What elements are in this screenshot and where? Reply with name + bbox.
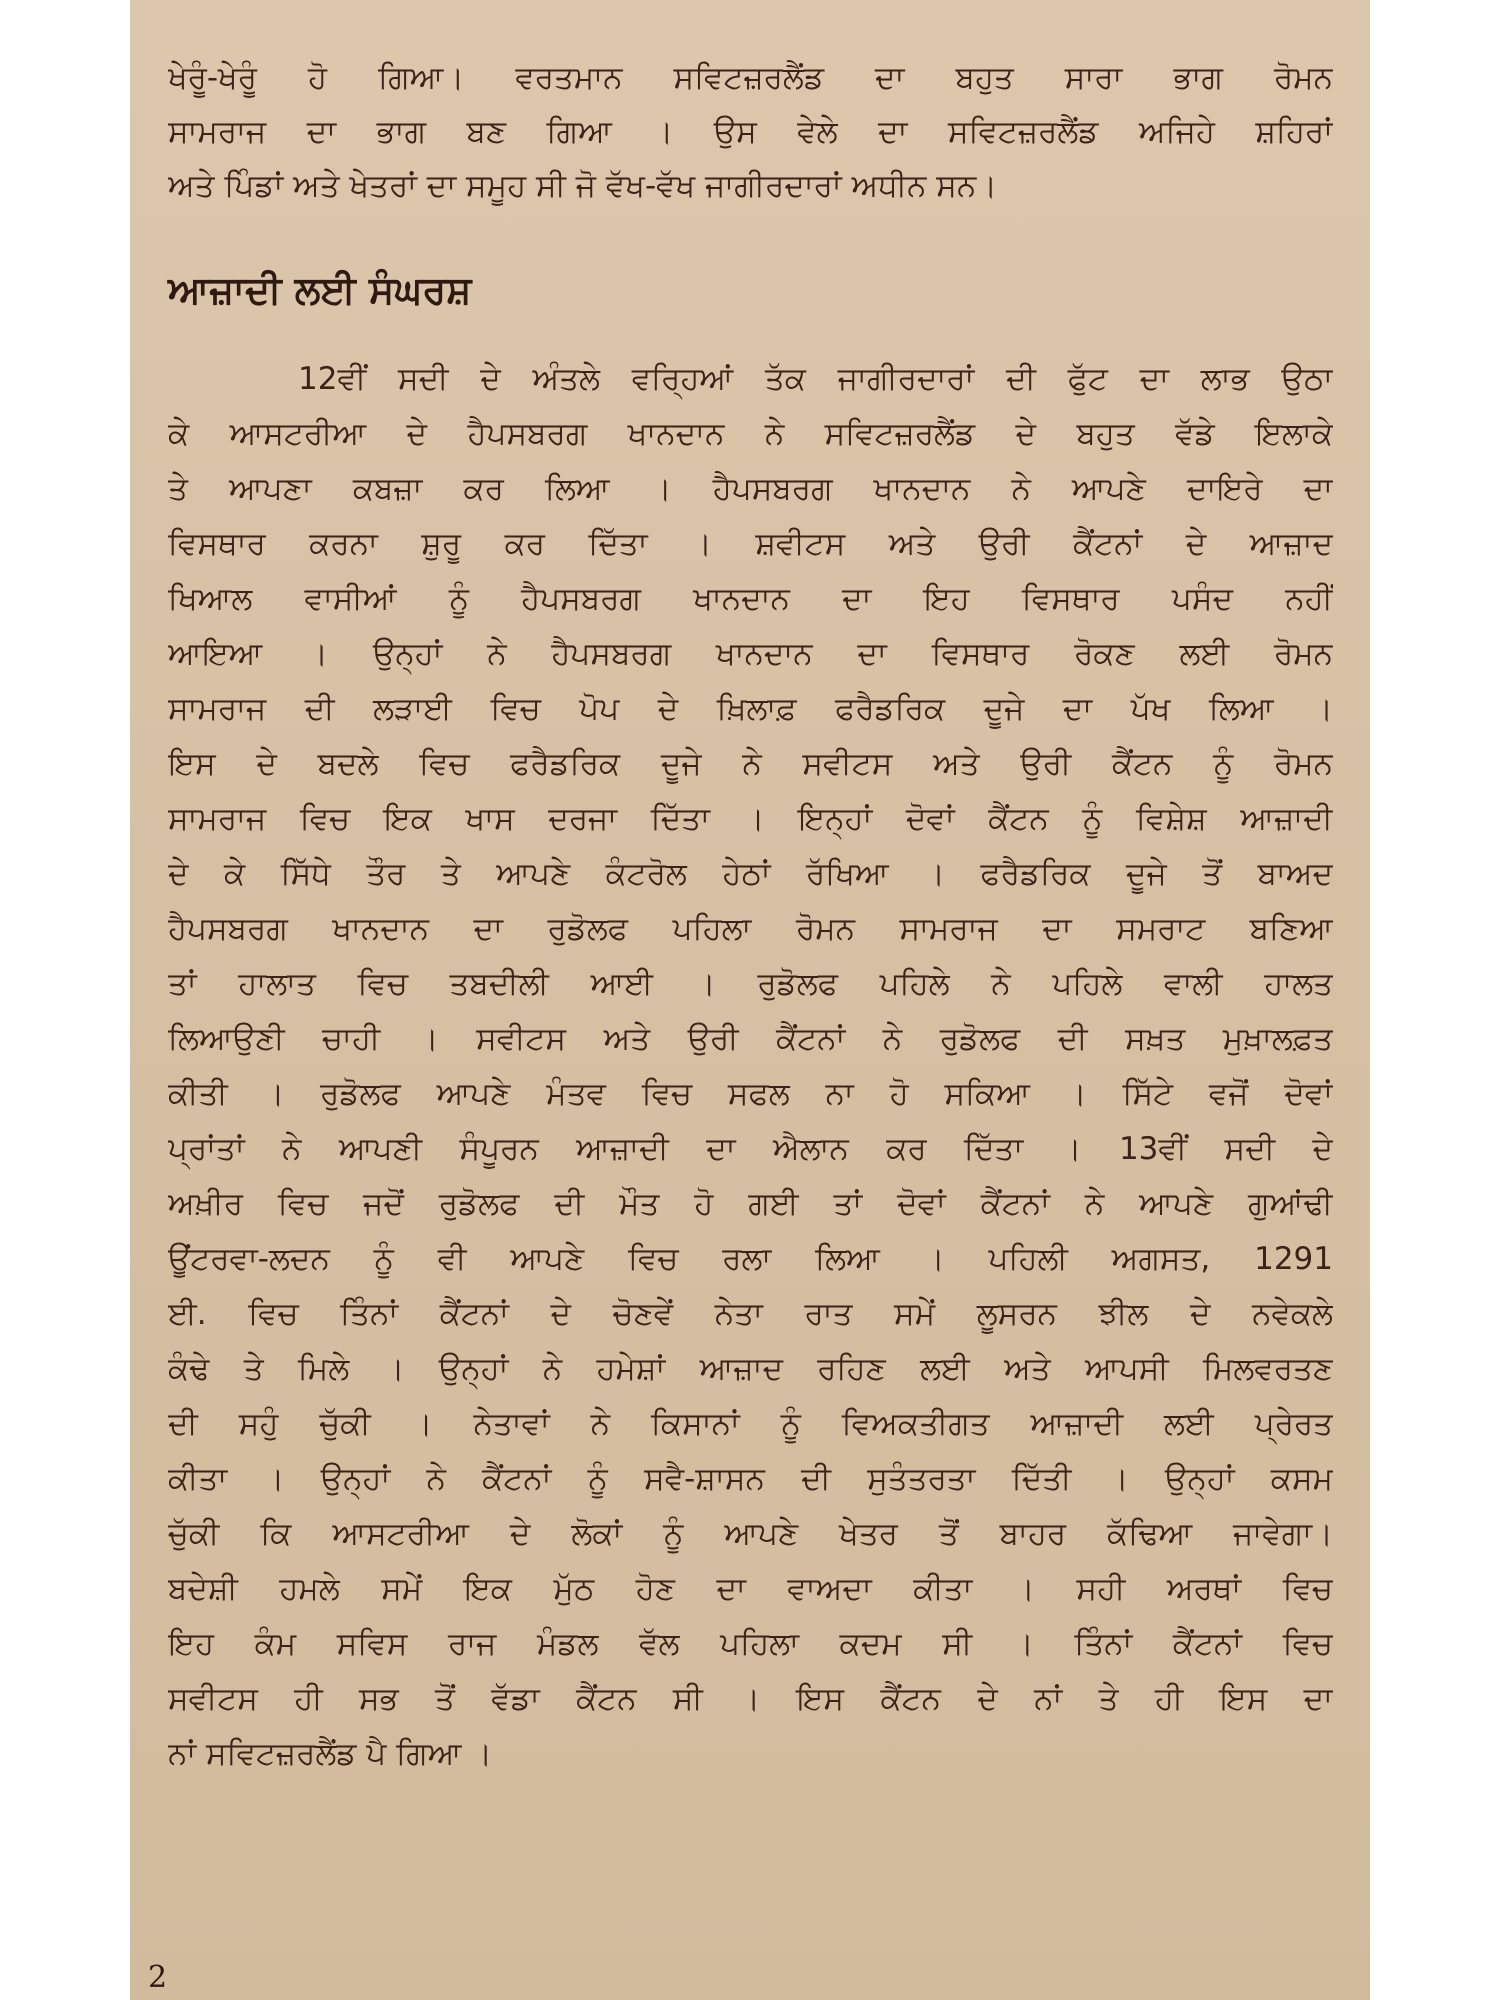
book-page	[130, 0, 1370, 2000]
section-heading: ਆਜ਼ਾਦੀ ਲਈ ਸੰਘਰਸ਼	[168, 268, 472, 312]
text-line: ਅਖ਼ੀਰ ਵਿਚ ਜਦੋਂ ਰੁਡੋਲਫ ਦੀ ਮੌਤ ਹੋ ਗਈ ਤਾਂ ਦੋਵਾਂ ਕੈਂਟਨਾਂ ਨੇ ਆਪਣੇ ਗੁਆਂਢੀ	[168, 1186, 1333, 1222]
text-line: ਖਿਆਲ ਵਾਸੀਆਂ ਨੂੰ ਹੈਪਸਬਰਗ ਖਾਨਦਾਨ ਦਾ ਇਹ ਵਿਸਥਾਰ ਪਸੰਦ ਨਹੀਂ	[168, 581, 1333, 617]
text-line: ਬਦੇਸ਼ੀ ਹਮਲੇ ਸਮੇਂ ਇਕ ਮੁੱਠ ਹੋਣ ਦਾ ਵਾਅਦਾ ਕੀਤਾ । ਸਹੀ ਅਰਥਾਂ ਵਿਚ	[168, 1571, 1333, 1607]
text-line: ਇਹ ਕੰਮ ਸਵਿਸ ਰਾਜ ਮੰਡਲ ਵੱਲ ਪਹਿਲਾ ਕਦਮ ਸੀ । ਤਿੰਨਾਂ ਕੈਂਟਨਾਂ ਵਿਚ	[168, 1626, 1333, 1662]
text-line: ਇਸ ਦੇ ਬਦਲੇ ਵਿਚ ਫਰੈਡਰਿਕ ਦੂਜੇ ਨੇ ਸਵੀਟਸ ਅਤੇ ਉਰੀ ਕੈਂਟਨ ਨੂੰ ਰੋਮਨ	[168, 746, 1333, 782]
text-line: ਸਾਮਰਾਜ ਦਾ ਭਾਗ ਬਣ ਗਿਆ । ਉਸ ਵੇਲੇ ਦਾ ਸਵਿਟਜ਼ਰਲੈਂਡ ਅਜਿਹੇ ਸ਼ਹਿਰਾਂ	[168, 114, 1333, 150]
text-line: ਤਾਂ ਹਾਲਾਤ ਵਿਚ ਤਬਦੀਲੀ ਆਈ । ਰੁਡੋਲਫ ਪਹਿਲੇ ਨੇ ਪਹਿਲੇ ਵਾਲੀ ਹਾਲਤ	[168, 966, 1333, 1002]
text-line: ਵਿਸਥਾਰ ਕਰਨਾ ਸ਼ੁਰੂ ਕਰ ਦਿੱਤਾ । ਸ਼ਵੀਟਸ ਅਤੇ ਉਰੀ ਕੈਂਟਨਾਂ ਦੇ ਆਜ਼ਾਦ	[168, 526, 1333, 562]
text-line: ਈ. ਵਿਚ ਤਿੰਨਾਂ ਕੈਂਟਨਾਂ ਦੇ ਚੋਣਵੇਂ ਨੇਤਾ ਰਾਤ ਸਮੇਂ ਲੂਸਰਨ ਝੀਲ ਦੇ ਨਵੇਕਲੇ	[168, 1296, 1333, 1332]
text-line: ਸਾਮਰਾਜ ਵਿਚ ਇਕ ਖਾਸ ਦਰਜਾ ਦਿੱਤਾ । ਇਨ੍ਹਾਂ ਦੋਵਾਂ ਕੈਂਟਨ ਨੂੰ ਵਿਸ਼ੇਸ਼ ਆਜ਼ਾਦੀ	[168, 801, 1333, 837]
text-line: ਤੇ ਆਪਣਾ ਕਬਜ਼ਾ ਕਰ ਲਿਆ । ਹੈਪਸਬਰਗ ਖਾਨਦਾਨ ਨੇ ਆਪਣੇ ਦਾਇਰੇ ਦਾ	[168, 471, 1333, 507]
text-line: ਕੰਢੇ ਤੇ ਮਿਲੇ । ਉਨ੍ਹਾਂ ਨੇ ਹਮੇਸ਼ਾਂ ਆਜ਼ਾਦ ਰਹਿਣ ਲਈ ਅਤੇ ਆਪਸੀ ਮਿਲਵਰਤਣ	[168, 1351, 1333, 1387]
text-line: ਦੇ ਕੇ ਸਿੱਧੇ ਤੌਰ ਤੇ ਆਪਣੇ ਕੰਟਰੋਲ ਹੇਠਾਂ ਰੱਖਿਆ । ਫਰੈਡਰਿਕ ਦੂਜੇ ਤੋਂ ਬਾਅਦ	[168, 856, 1333, 892]
text-line: ਅਤੇ ਪਿੰਡਾਂ ਅਤੇ ਖੇਤਰਾਂ ਦਾ ਸਮੂਹ ਸੀ ਜੋ ਵੱਖ-ਵੱਖ ਜਾਗੀਰਦਾਰਾਂ ਅਧੀਨ ਸਨ।	[168, 168, 998, 204]
text-line: ਆਇਆ । ਉਨ੍ਹਾਂ ਨੇ ਹੈਪਸਬਰਗ ਖਾਨਦਾਨ ਦਾ ਵਿਸਥਾਰ ਰੋਕਣ ਲਈ ਰੋਮਨ	[168, 636, 1333, 672]
text-line: ਪ੍ਰਾਂਤਾਂ ਨੇ ਆਪਣੀ ਸੰਪੂਰਨ ਆਜ਼ਾਦੀ ਦਾ ਐਲਾਨ ਕਰ ਦਿੱਤਾ । 13ਵੀਂ ਸਦੀ ਦੇ	[168, 1131, 1333, 1167]
text-line: ਸਵੀਟਸ ਹੀ ਸਭ ਤੋਂ ਵੱਡਾ ਕੈਂਟਨ ਸੀ । ਇਸ ਕੈਂਟਨ ਦੇ ਨਾਂ ਤੇ ਹੀ ਇਸ ਦਾ	[168, 1681, 1333, 1717]
text-line: ਊਂਟਰਵਾ-ਲਦਨ ਨੂੰ ਵੀ ਆਪਣੇ ਵਿਚ ਰਲਾ ਲਿਆ । ਪਹਿਲੀ ਅਗਸਤ, 1291	[168, 1241, 1333, 1277]
text-line: ਹੈਪਸਬਰਗ ਖਾਨਦਾਨ ਦਾ ਰੁਡੋਲਫ ਪਹਿਲਾ ਰੋਮਨ ਸਾਮਰਾਜ ਦਾ ਸਮਰਾਟ ਬਣਿਆ	[168, 911, 1333, 947]
text-line: 12ਵੀਂ ਸਦੀ ਦੇ ਅੰਤਲੇ ਵਰ੍ਹਿਆਂ ਤੱਕ ਜਾਗੀਰਦਾਰਾਂ ਦੀ ਫੁੱਟ ਦਾ ਲਾਭ ਉਠਾ	[298, 361, 1333, 397]
text-line: ਕੀਤੀ । ਰੁਡੋਲਫ ਆਪਣੇ ਮੰਤਵ ਵਿਚ ਸਫਲ ਨਾ ਹੋ ਸਕਿਆ । ਸਿੱਟੇ ਵਜੋਂ ਦੋਵਾਂ	[168, 1076, 1333, 1112]
text-line: ਖੇਰੂੰ-ਖੇਰੂੰ ਹੋ ਗਿਆ। ਵਰਤਮਾਨ ਸਵਿਟਜ਼ਰਲੈਂਡ ਦਾ ਬਹੁਤ ਸਾਰਾ ਭਾਗ ਰੋਮਨ	[168, 60, 1333, 96]
text-line: ਦੀ ਸਹੁੰ ਚੁੱਕੀ । ਨੇਤਾਵਾਂ ਨੇ ਕਿਸਾਨਾਂ ਨੂੰ ਵਿਅਕਤੀਗਤ ਆਜ਼ਾਦੀ ਲਈ ਪ੍ਰੇਰਤ	[168, 1406, 1333, 1442]
page-number: 2	[148, 1960, 168, 1995]
text-line: ਕੇ ਆਸਟਰੀਆ ਦੇ ਹੈਪਸਬਰਗ ਖਾਨਦਾਨ ਨੇ ਸਵਿਟਜ਼ਰਲੈਂਡ ਦੇ ਬਹੁਤ ਵੱਡੇ ਇਲਾਕੇ	[168, 416, 1333, 452]
text-line: ਚੁੱਕੀ ਕਿ ਆਸਟਰੀਆ ਦੇ ਲੋਕਾਂ ਨੂੰ ਆਪਣੇ ਖੇਤਰ ਤੋਂ ਬਾਹਰ ਕੱਢਿਆ ਜਾਵੇਗਾ।	[168, 1516, 1333, 1552]
text-line: ਲਿਆਉਣੀ ਚਾਹੀ । ਸਵੀਟਸ ਅਤੇ ਉਰੀ ਕੈਂਟਨਾਂ ਨੇ ਰੁਡੋਲਫ ਦੀ ਸਖ਼ਤ ਮੁਖ਼ਾਲਫ਼ਤ	[168, 1021, 1333, 1057]
text-line: ਨਾਂ ਸਵਿਟਜ਼ਰਲੈਂਡ ਪੈ ਗਿਆ ।	[168, 1736, 493, 1772]
text-line: ਸਾਮਰਾਜ ਦੀ ਲੜਾਈ ਵਿਚ ਪੋਪ ਦੇ ਖ਼ਿਲਾਫ਼ ਫਰੈਡਰਿਕ ਦੂਜੇ ਦਾ ਪੱਖ ਲਿਆ ।	[168, 691, 1333, 727]
text-line: ਕੀਤਾ । ਉਨ੍ਹਾਂ ਨੇ ਕੈਂਟਨਾਂ ਨੂੰ ਸਵੈ-ਸ਼ਾਸਨ ਦੀ ਸੁਤੰਤਰਤਾ ਦਿੱਤੀ । ਉਨ੍ਹਾਂ ਕਸਮ	[168, 1461, 1333, 1497]
